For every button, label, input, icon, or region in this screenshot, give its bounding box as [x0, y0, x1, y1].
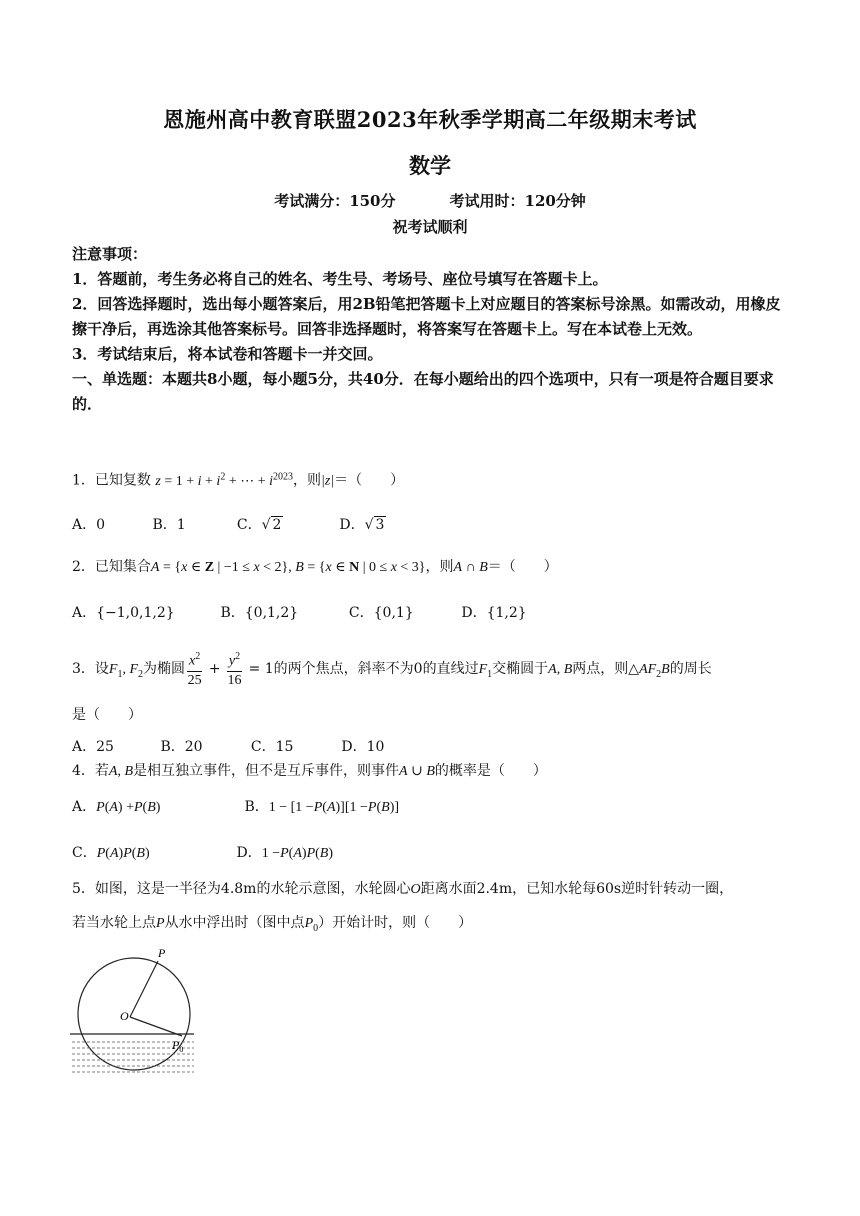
note-item-2: 2．回答选择题时，选出每小题答案后，用2B铅笔把答题卡上对应题目的答案标号涂黑。如需改动，用橡皮擦干净后，再选涂其他答案标号。回答非选择题时，将答案写在答题卡上。写在本试卷上无效。 [72, 295, 781, 338]
question-3: 3．设$F_1$, $F_2$为椭圆 $\frac{x^2}{25}$ + $\frac{y^2}{16}$ = 1的两个焦点，斜率不为0的直线过$F_1$交椭圆于A, B两点，则$\triangle AF_2B$的周长 [72, 648, 802, 695]
q1-option-c[interactable]: C．√ 2 [236, 517, 282, 533]
exam-title: 恩施州高中教育联盟2023年秋季学期高二年级期末考试 [163, 107, 697, 132]
q2-options [72, 602, 527, 622]
q3-option-b[interactable]: B．20 [160, 739, 203, 755]
q1-formula: $z = 1 + i + i^2$ + ⋯ + $i^{2023}$ [155, 471, 293, 489]
q3-options [72, 736, 384, 756]
subject-title: 数学 [409, 153, 451, 178]
q4-option-d[interactable]: D．1 −P(A)P(B) [236, 845, 334, 861]
question-5-line2: 若当水轮上点P从水中浮出时（图中点$P_0$）开始计时，则（ ） [72, 915, 473, 934]
label-p0: $P_0$ [172, 1038, 184, 1054]
notes-heading: 注意事项： [72, 245, 148, 263]
q4-options-row2 [72, 842, 333, 862]
full-score: 考试满分：150分 [274, 192, 396, 210]
question-4: 4．若A, B是相互独立事件，但不是互斥事件，则事件A ∪ B的概率是（ ） [72, 763, 547, 779]
q3-option-d[interactable]: D．10 [341, 739, 385, 755]
q2-option-c[interactable]: C．{0,1} [348, 605, 414, 621]
note-item-3: 3．考试结束后，将本试卷和答题卡一并交回。 [72, 345, 383, 363]
q1-option-a[interactable]: A．0 [72, 517, 106, 533]
question-5-line1: 5．如图，这是一半径为4.8m的水轮示意图，水轮圆心O距离水面2.4m，已知水轮每60s逆时针转动一圈， [72, 881, 734, 897]
q4-option-c[interactable]: C．P(A)P(B) [72, 845, 150, 861]
radius-op0 [130, 1017, 182, 1036]
q2-option-a[interactable]: A．{−1,0,1,2} [72, 605, 175, 621]
label-o: O [120, 1009, 129, 1023]
question-3-cont: 是（ ） [72, 707, 142, 723]
q1-options [72, 514, 386, 534]
q3-fraction-y: $\frac{y^2}{16}$ [227, 648, 242, 690]
radius-op [130, 961, 158, 1017]
water-wheel-figure [66, 944, 206, 1084]
q2-option-d[interactable]: D．{1,2} [461, 605, 527, 621]
q4-option-b[interactable]: B．1 − [1 −P(A)][1 −P(B)] [244, 799, 400, 815]
q1-option-b[interactable]: B．1 [152, 517, 186, 533]
label-p: P [158, 946, 166, 960]
question-1: 1．已知复数 $z = 1 + i + i^2$ + ⋯ + $i^{2023}$，则|z|＝（ ） [72, 471, 405, 489]
q4-options-row1 [72, 796, 399, 816]
q1-option-d[interactable]: D．√ 3 [339, 517, 385, 533]
q3-option-a[interactable]: A．25 [72, 739, 114, 755]
q2-option-b[interactable]: B．{0,1,2} [220, 605, 299, 621]
q3-option-c[interactable]: C．15 [250, 739, 294, 755]
notes-block [72, 242, 794, 417]
section-heading: 一、单选题：本题共8小题，每小题5分，共40分．在每小题给出的四个选项中，只有一项是符合题目要求的． [72, 370, 774, 413]
good-luck-text: 祝考试顺利 [392, 218, 468, 236]
question-2: 2．已知集合A = {x ∈ Z | −1 ≤ x < 2}, B = {x ∈ N | 0 ≤ x < 3}，则A ∩ B＝（ ） [72, 559, 558, 575]
note-item-1: 1．答题前，考生务必将自己的姓名、考生号、考场号、座位号填写在答题卡上。 [72, 270, 608, 288]
q2-formula: A = {x ∈ Z | −1 ≤ x < 2}, B = {x ∈ N | 0 ≤ x < 3} [150, 560, 426, 575]
exam-meta [0, 190, 860, 211]
q4-option-a[interactable]: A．P(A) +P(B) [72, 799, 161, 815]
q3-fraction-x: $\frac{x^2}{25}$ [187, 648, 202, 690]
wheel-circle [78, 958, 190, 1070]
duration: 考试用时：120分钟 [449, 192, 586, 210]
